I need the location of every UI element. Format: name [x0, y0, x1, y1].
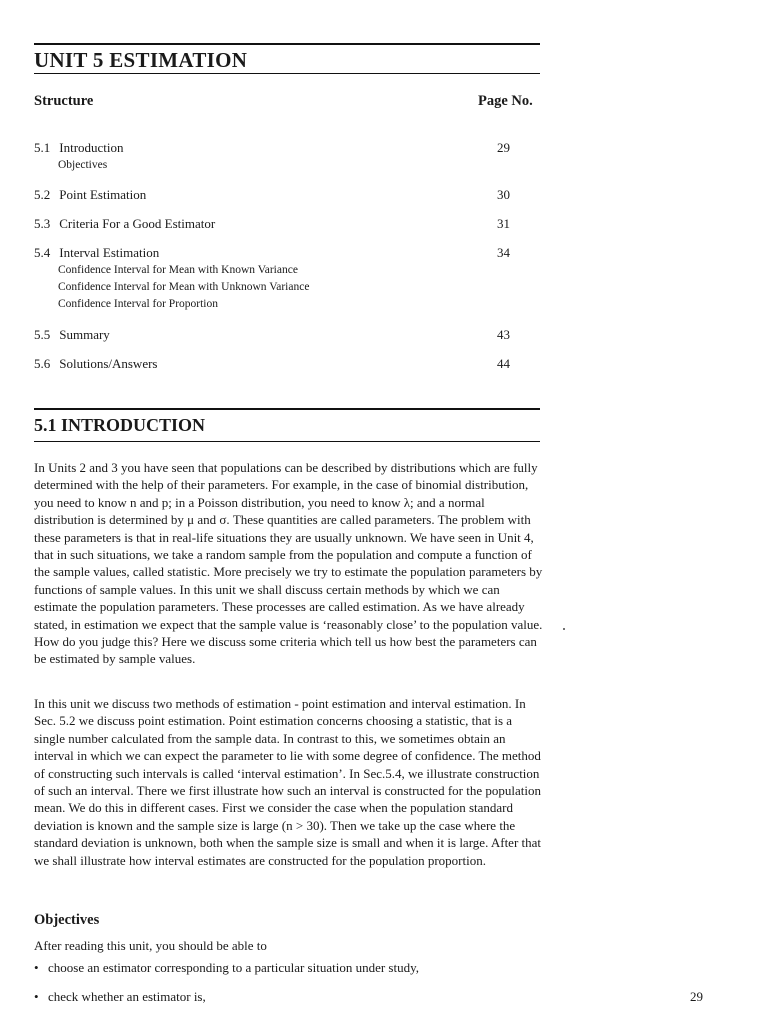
bullet-icon: • — [34, 960, 39, 975]
unit-title: UNIT 5 ESTIMATION — [34, 48, 248, 72]
toc-title: Solutions/Answers — [59, 356, 158, 371]
title-underline — [34, 73, 540, 74]
toc-title: Criteria For a Good Estimator — [59, 216, 216, 231]
page-number-heading: Page No. — [478, 93, 533, 109]
objective-item — [34, 989, 206, 1005]
page-number: 29 — [690, 989, 703, 1004]
toc-entry-5-5 — [34, 327, 510, 343]
section-top-rule — [34, 408, 540, 410]
toc-number: 5.3 — [34, 216, 51, 231]
toc-entry-5-2 — [34, 187, 510, 203]
toc-title: Point Estimation — [59, 187, 147, 202]
toc-number: 5.1 — [34, 140, 51, 155]
structure-heading: Structure — [34, 93, 94, 109]
toc-subentry: Confidence Interval for Proportion — [58, 298, 218, 310]
section-underline — [34, 441, 540, 442]
toc-page: 29 — [497, 140, 510, 155]
toc-number: 5.4 — [34, 245, 51, 260]
intro-paragraph-2: In this unit we discuss two methods of estimation - point estimation and interval estimation. In Sec. 5.2 we discuss point estimation. Point estimation concerns choosing a statistic, that is a single number calculated from the sample data. In contrast to this, we sometimes obtain an interval in which we can expect the parameter to lie with some degree of confidence. The method of constructing such intervals is called ‘interval estimation’. In Sec.5.4, we illustrate construction of such an interval. There we first illustrate how such an interval is constructed for the population mean. We do this in different cases. First we consider the case when the population standard deviation is known and the sample size is large (n > 30). Then we take up the case where the standard deviation is unknown, both when the sample size is small and when it is large. After that we shall illustrate how interval estimates are constructed for the population proportion. — [34, 696, 542, 868]
intro-paragraph-1: In Units 2 and 3 you have seen that populations can be described by distributions which are fully determined with the help of their parameters. For example, in the case of binomial distribution, you need to know n and p; in a Poisson distribution, you need to know λ; and a normal distribution is determined by μ and σ. These quantities are called parameters. The problem with these parameters is that in real-life situations they are usually unknown. We have seen in Unit 4, that in such situations, we take a random sample from the population and compute a function of the sample values, called statistic. More precisely we try to estimate the population parameters by functions of sample values. In this unit we shall discuss certain methods by which we can estimate the population parameters. These processes are called estimation. As we have already stated, in estimation we expect that the sample value is ‘reasonably close’ to the population value. How do you judge this? Here we discuss some criteria which tell us how best the parameters can be estimated by sample values. — [34, 460, 543, 667]
scan-speck — [563, 628, 565, 630]
objective-text: choose an estimator corresponding to a particular situation under study, — [48, 960, 420, 975]
toc-entry-5-4 — [34, 245, 510, 261]
bullet-icon: • — [34, 989, 39, 1004]
toc-page: 31 — [497, 216, 510, 231]
toc-title: Summary — [59, 327, 110, 342]
toc-subentry: Confidence Interval for Mean with Unknown Variance — [58, 281, 310, 293]
objective-item — [34, 960, 419, 976]
toc-page: 44 — [497, 356, 510, 371]
toc-entry-5-3 — [34, 216, 510, 232]
toc-entry-5-6 — [34, 356, 510, 372]
objectives-intro: After reading this unit, you should be able to — [34, 938, 267, 953]
toc-title: Interval Estimation — [59, 245, 160, 260]
toc-number: 5.5 — [34, 327, 51, 342]
toc-number: 5.6 — [34, 356, 51, 371]
objectives-heading: Objectives — [34, 912, 100, 928]
toc-page: 43 — [497, 327, 510, 342]
toc-subentry: Confidence Interval for Mean with Known Variance — [58, 264, 298, 276]
toc-subentry: Objectives — [58, 159, 108, 171]
toc-number: 5.2 — [34, 187, 51, 202]
toc-page: 34 — [497, 245, 510, 260]
section-title: 5.1 INTRODUCTION — [34, 415, 206, 435]
objective-text: check whether an estimator is, — [48, 989, 206, 1004]
toc-title: Introduction — [59, 140, 124, 155]
top-rule — [34, 43, 540, 45]
toc-page: 30 — [497, 187, 510, 202]
toc-entry-5-1 — [34, 140, 510, 156]
